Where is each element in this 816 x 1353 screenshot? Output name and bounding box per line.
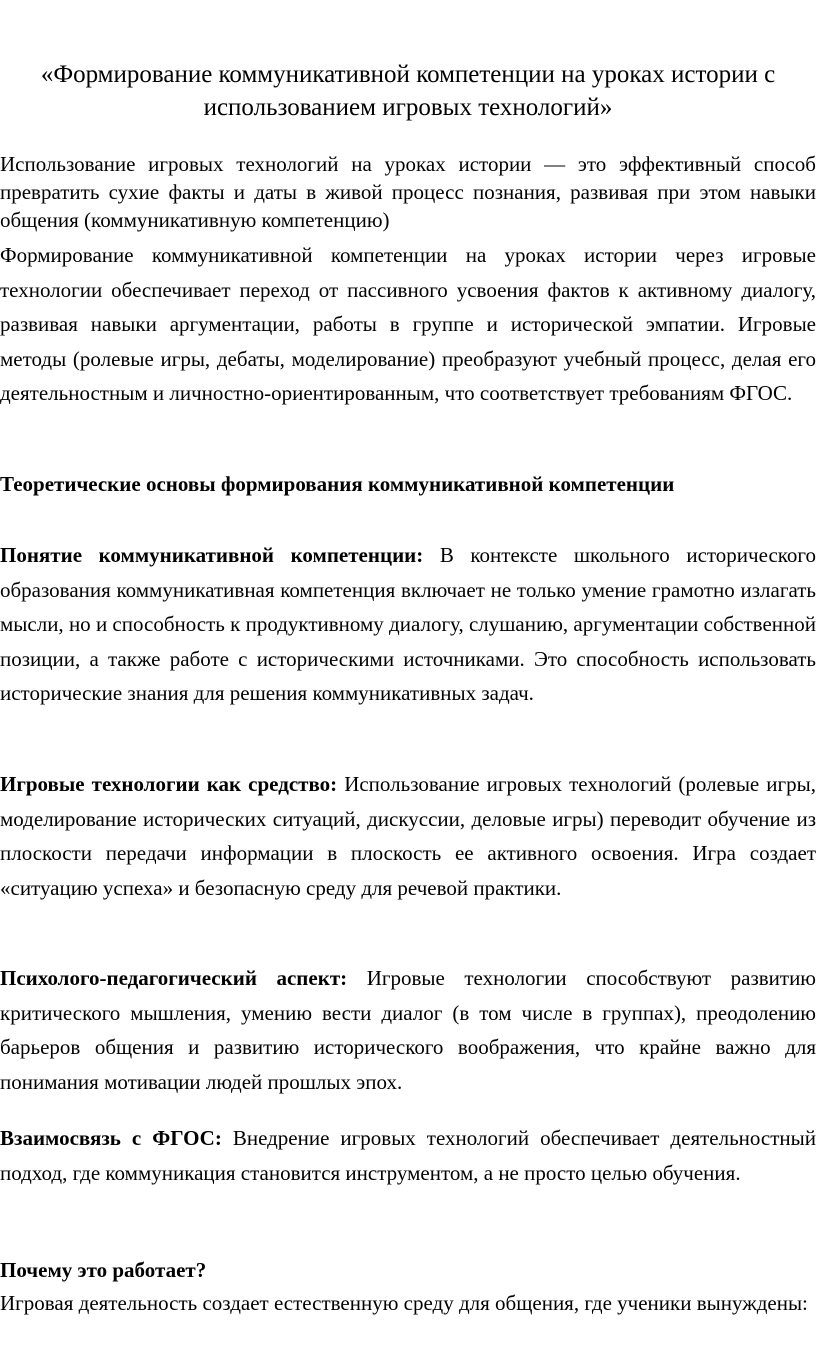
item-paragraph-fgos bbox=[0, 1121, 816, 1190]
section-heading: Теоретические основы формирования коммуникативной компетенции bbox=[0, 472, 675, 496]
why-heading: Почему это работает? bbox=[0, 1258, 207, 1282]
item-heading: Взаимосвязь с ФГОС: bbox=[0, 1126, 222, 1150]
item-paragraph-psych bbox=[0, 961, 816, 1099]
item-heading: Понятие коммуникативной компетенции: bbox=[0, 543, 424, 567]
item-heading: Игровые технологии как средство: bbox=[0, 772, 338, 796]
item-text: Игровые технологии способствуют развитию критического мышления, умению вести диалог (в том числе в группах), преодолению барьеров общения и развитию исторического воображения, что крайне важно для понимания мотивации людей прошлых эпох. bbox=[0, 966, 816, 1094]
intro-paragraph-1: Использование игровых технологий на уроках истории — это эффективный способ превратить сухие факты и даты в живой процесс познания, развивая при этом навыки общения (коммуникативную компетенцию) bbox=[0, 152, 816, 232]
intro-paragraph-2: Формирование коммуникативной компетенции на уроках истории через игровые технологии обеспечивает переход от пассивного усвоения фактов к активному диалогу, развивая навыки аргументации, работы в группе и исторической эмпатии. Игровые методы (ролевые игры, дебаты, моделирование) преобразуют учебный процесс, делая его деятельностным и личностно-ориентированным, что соответствует требованиям ФГОС. bbox=[0, 243, 816, 405]
item-paragraph-game-tech bbox=[0, 767, 816, 905]
item-heading: Психолого-педагогический аспект: bbox=[0, 966, 348, 990]
why-paragraph: Игровая деятельность создает естественную среду для общения, где ученики вынуждены: bbox=[0, 1291, 808, 1315]
document-title: «Формирование коммуникативной компетенции на уроках истории с использованием игровых технологий» bbox=[40, 61, 776, 121]
item-text: Использование игровых технологий (ролевые игры, моделирование исторических ситуаций, дискуссии, деловые игры) переводит обучение из плоскости передачи информации в плоскость ее активного освоения. Игра создает «ситуацию успеха» и безопасную среду для речевой практики. bbox=[0, 772, 816, 900]
item-paragraph-concept bbox=[0, 538, 816, 711]
item-text: В контексте школьного исторического образования коммуникативная компетенция включает не только умение грамотно излагать мысли, но и способность к продуктивному диалогу, слушанию, аргументации собственной позиции, а также работе с историческими источниками. Это способность использовать исторические знания для решения коммуникативных задач. bbox=[0, 543, 816, 705]
item-text: Внедрение игровых технологий обеспечивает деятельностный подход, где коммуникация становится инструментом, а не просто целью обучения. bbox=[0, 1126, 816, 1185]
